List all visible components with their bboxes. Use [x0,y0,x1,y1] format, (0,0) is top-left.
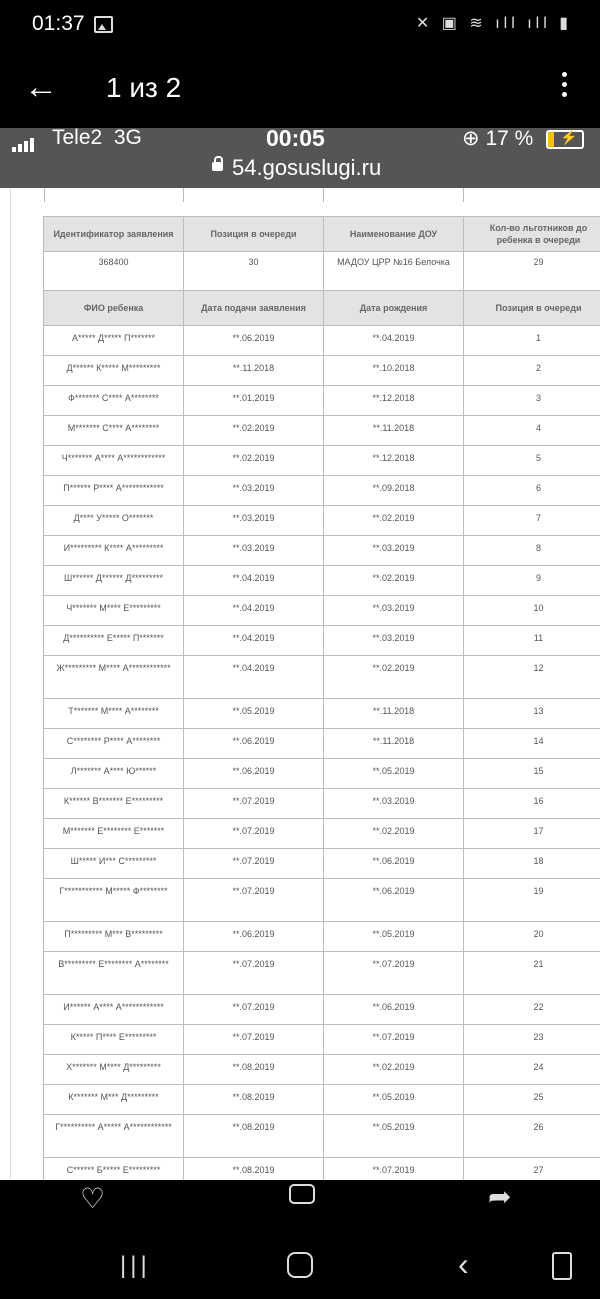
submit-date-cell: **.03.2019 [184,476,324,506]
back-arrow-icon[interactable]: ← [24,68,58,106]
position-cell: 17 [464,819,600,849]
birth-date-cell: **.03.2019 [324,536,464,566]
submit-date-cell: **.08.2019 [184,1085,324,1115]
battery-icon [546,130,584,149]
child-name-cell: Л******* А**** Ю****** [44,759,184,789]
birth-date-cell: **.02.2019 [324,819,464,849]
position-cell: 1 [464,326,600,356]
birth-date-cell: **.07.2019 [324,952,464,995]
submit-date-cell: **.03.2019 [184,506,324,536]
nav-back-icon[interactable]: ‹ [458,1246,469,1282]
submit-date-cell: **.06.2019 [184,729,324,759]
table-row [44,536,600,566]
signal-icon [12,134,36,152]
submit-date-cell: **.01.2019 [184,386,324,416]
header-submit-date: Дата подачи заявления [184,291,324,326]
child-name-cell: Ш***** И*** С********* [44,849,184,879]
position-cell: 9 [464,566,600,596]
child-name-cell: П****** Р**** А************ [44,476,184,506]
child-name-cell: Ч******* М**** Е********* [44,596,184,626]
position-cell: 26 [464,1115,600,1158]
position-cell: 7 [464,506,600,536]
table-row [44,1055,600,1085]
submit-date-cell: **.08.2019 [184,1055,324,1085]
share-icon[interactable]: ➦ [488,1181,512,1212]
child-name-cell: Г*********** М***** Ф******** [44,879,184,922]
submit-date-cell: **.04.2019 [184,566,324,596]
position-cell: 24 [464,1055,600,1085]
table-row [44,759,600,789]
table-row [44,879,600,922]
table-row [44,952,600,995]
birth-date-cell: **.11.2018 [324,729,464,759]
submit-date-cell: **.07.2019 [184,849,324,879]
position-cell: 5 [464,446,600,476]
child-name-cell: П********* М*** В********* [44,922,184,952]
child-name-cell: Ж********* М**** А************ [44,656,184,699]
birth-date-cell: **.06.2019 [324,995,464,1025]
table-row [44,849,600,879]
table-row [44,506,600,536]
table-row [44,326,600,356]
position-cell: 21 [464,952,600,995]
position-cell: 18 [464,849,600,879]
table-row [44,416,600,446]
child-name-cell: И********* К**** А********* [44,536,184,566]
header-birth-date: Дата рождения [324,291,464,326]
table-row [44,819,600,849]
child-name-cell: М******* Е******** Е******* [44,819,184,849]
more-options-icon[interactable] [562,72,568,102]
child-name-cell: Ш****** Д****** Д********* [44,566,184,596]
birth-date-cell: **.06.2019 [324,879,464,922]
lock-icon [212,162,223,171]
table-row [44,596,600,626]
status-icons: ✕ ▣ ≋ ıll ıll ▮ [415,15,572,32]
birth-date-cell: **.05.2019 [324,1085,464,1115]
position-cell: 16 [464,789,600,819]
header-position: Позиция в очереди [464,291,600,326]
viewer-title: 1 из 2 [106,72,182,103]
favorite-heart-icon[interactable]: ♡ [80,1183,106,1214]
privileged-count: 29 [464,252,600,291]
table-row [44,699,600,729]
battery-percent: ⊕ 17 % [462,128,534,150]
child-name-cell: Ч******* А**** А************ [44,446,184,476]
position-cell: 11 [464,626,600,656]
inner-time: 00:05 [266,128,325,151]
birth-date-cell: **.05.2019 [324,922,464,952]
queue-position: 30 [184,252,324,291]
birth-date-cell: **.02.2019 [324,566,464,596]
table-row [44,626,600,656]
submit-date-cell: **.02.2019 [184,416,324,446]
birth-date-cell: **.02.2019 [324,1055,464,1085]
table-row [44,729,600,759]
address-url[interactable]: 54.gosuslugi.ru [232,155,382,180]
submit-date-cell: **.06.2019 [184,922,324,952]
birth-date-cell: **.02.2019 [324,506,464,536]
previous-table-stub [44,188,600,202]
home-icon[interactable] [287,1252,313,1278]
table-row [44,1158,600,1181]
submit-date-cell: **.05.2019 [184,699,324,729]
header-privileged-count: Кол-во льготников до ребенка в очереди [464,217,600,252]
position-cell: 25 [464,1085,600,1115]
table-row [44,566,600,596]
birth-date-cell: **.12.2018 [324,446,464,476]
submit-date-cell: **.04.2019 [184,656,324,699]
birth-date-cell: **.02.2019 [324,656,464,699]
position-cell: 2 [464,356,600,386]
screenshot-image [0,128,600,1180]
position-cell: 8 [464,536,600,566]
navigation-bar [0,1226,600,1299]
status-time: 01:37 [32,12,85,35]
position-cell: 4 [464,416,600,446]
submit-date-cell: **.07.2019 [184,952,324,995]
position-cell: 12 [464,656,600,699]
child-name-cell: Т******* М**** А******** [44,699,184,729]
queue-table [43,216,600,1180]
position-cell: 14 [464,729,600,759]
submit-date-cell: **.11.2018 [184,356,324,386]
table-row [44,995,600,1025]
carrier-label: Tele2 3G [52,128,142,149]
table-row [44,1025,600,1055]
position-cell: 20 [464,922,600,952]
submit-date-cell: **.07.2019 [184,995,324,1025]
submit-date-cell: **.07.2019 [184,819,324,849]
child-name-cell: Д**** У***** О******* [44,506,184,536]
header-application-id: Идентификатор заявления [44,217,184,252]
web-page [0,188,600,1180]
submit-date-cell: **.04.2019 [184,596,324,626]
table-row [44,656,600,699]
submit-date-cell: **.07.2019 [184,789,324,819]
viewer-header [0,50,600,128]
header-kindergarten: Наименование ДОУ [324,217,464,252]
birth-date-cell: **.07.2019 [324,1158,464,1181]
submit-date-cell: **.08.2019 [184,1115,324,1158]
child-name-cell: Ф******* С**** А******** [44,386,184,416]
gallery-notification-icon [94,16,113,33]
position-cell: 13 [464,699,600,729]
child-name-cell: С****** Б***** Е********* [44,1158,184,1181]
table-row [44,356,600,386]
position-cell: 23 [464,1025,600,1055]
submit-date-cell: **.06.2019 [184,326,324,356]
keyboard-toggle-icon[interactable] [552,1252,572,1280]
child-name-cell: С******** Р**** А******** [44,729,184,759]
submit-date-cell: **.04.2019 [184,626,324,656]
child-name-cell: К******* М*** Д********* [44,1085,184,1115]
position-cell: 22 [464,995,600,1025]
submit-date-cell: **.07.2019 [184,1025,324,1055]
table-row [44,476,600,506]
position-cell: 6 [464,476,600,506]
birth-date-cell: **.11.2018 [324,699,464,729]
status-bar [0,0,600,50]
recent-apps-icon[interactable]: ||| [120,1252,151,1279]
birth-date-cell: **.11.2018 [324,416,464,446]
submit-date-cell: **.03.2019 [184,536,324,566]
submit-date-cell: **.08.2019 [184,1158,324,1181]
child-name-cell: Х******* М**** Д********* [44,1055,184,1085]
comment-icon[interactable] [289,1184,315,1204]
child-name-cell: Г********** А***** А************ [44,1115,184,1158]
action-bar [0,1180,600,1226]
position-cell: 15 [464,759,600,789]
submit-date-cell: **.02.2019 [184,446,324,476]
birth-date-cell: **.09.2018 [324,476,464,506]
application-id: 368400 [44,252,184,291]
birth-date-cell: **.12.2018 [324,386,464,416]
table-row [44,789,600,819]
child-name-cell: В********* Е******** А******** [44,952,184,995]
child-name-cell: К***** П**** Е********* [44,1025,184,1055]
birth-date-cell: **.06.2019 [324,849,464,879]
table-row [44,386,600,416]
submit-date-cell: **.06.2019 [184,759,324,789]
birth-date-cell: **.04.2019 [324,326,464,356]
table-row [44,1115,600,1158]
position-cell: 10 [464,596,600,626]
child-name-cell: Д********** Е***** П******* [44,626,184,656]
child-name-cell: М******* С**** А******** [44,416,184,446]
table-row [44,1085,600,1115]
birth-date-cell: **.03.2019 [324,626,464,656]
position-cell: 27 [464,1158,600,1181]
header-child-name: ФИО ребенка [44,291,184,326]
child-name-cell: Д****** К***** М********* [44,356,184,386]
submit-date-cell: **.07.2019 [184,879,324,922]
table-row [44,446,600,476]
child-name-cell: А***** Д***** П******* [44,326,184,356]
table-row [44,922,600,952]
kindergarten-name: МАДОУ ЦРР №16 Белочка [324,252,464,291]
header-queue-position: Позиция в очереди [184,217,324,252]
inner-status-bar [0,128,600,188]
child-name-cell: И****** А**** А************ [44,995,184,1025]
child-name-cell: К****** В******* Е********* [44,789,184,819]
birth-date-cell: **.03.2019 [324,596,464,626]
position-cell: 19 [464,879,600,922]
birth-date-cell: **.07.2019 [324,1025,464,1055]
birth-date-cell: **.05.2019 [324,759,464,789]
birth-date-cell: **.03.2019 [324,789,464,819]
page-margin-line [10,188,11,1180]
position-cell: 3 [464,386,600,416]
birth-date-cell: **.05.2019 [324,1115,464,1158]
birth-date-cell: **.10.2018 [324,356,464,386]
